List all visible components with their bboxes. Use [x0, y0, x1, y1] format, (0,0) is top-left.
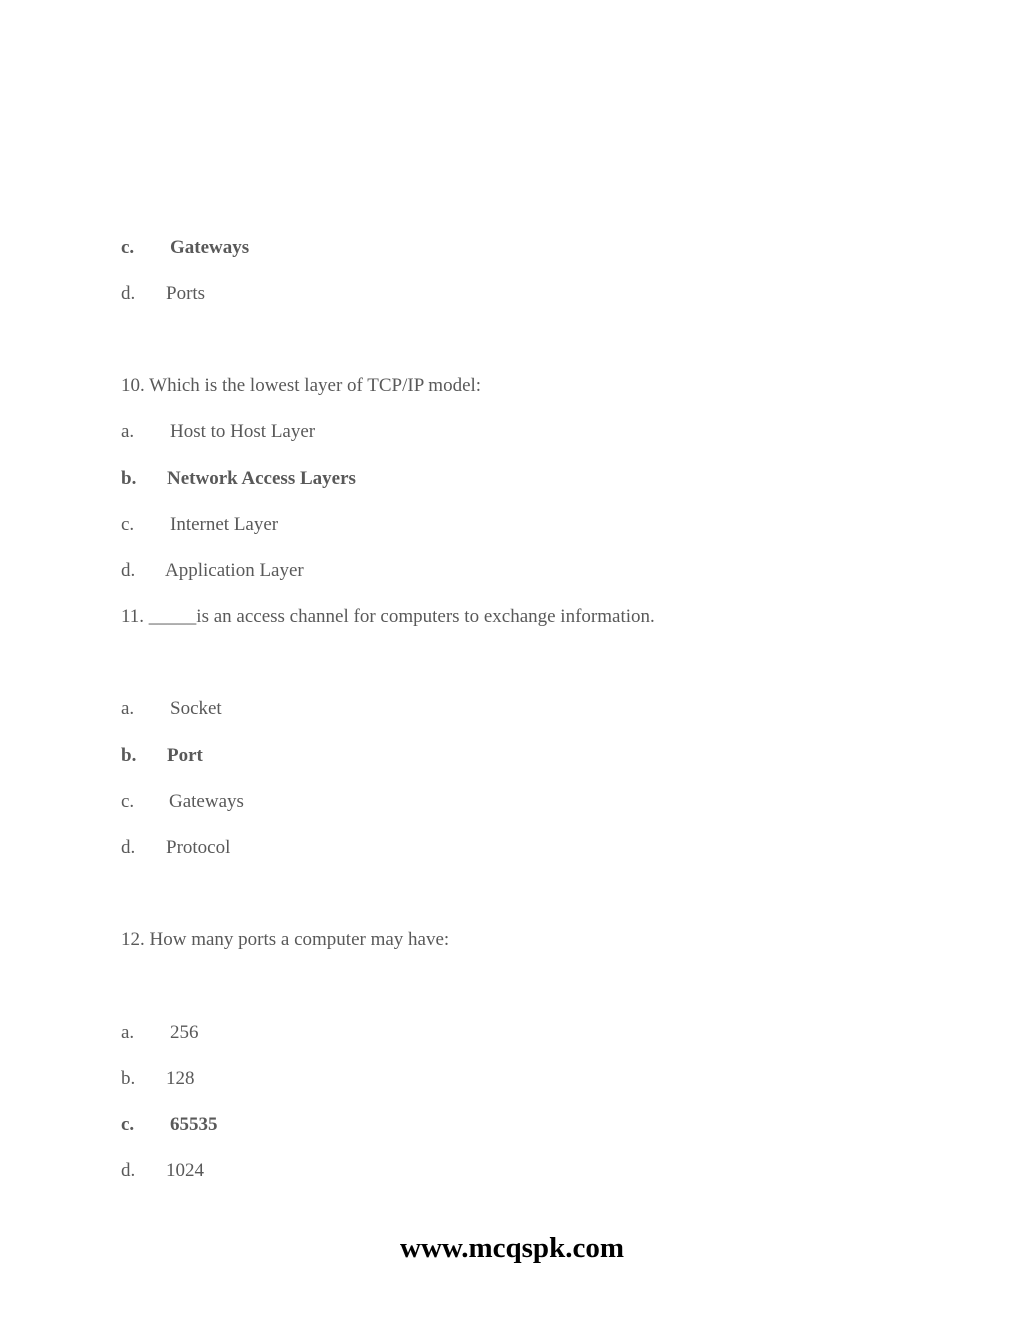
question-12 — [121, 929, 449, 951]
question-text: 10. Which is the lowest layer of TCP/IP model: — [121, 375, 482, 396]
option-c-q9 — [121, 237, 250, 259]
option-text: Gateways — [170, 237, 250, 258]
option-letter: d. — [121, 560, 136, 581]
option-text: Socket — [170, 698, 222, 719]
option-d-q11 — [121, 837, 231, 859]
option-a-q10 — [121, 421, 316, 443]
option-text: 128 — [166, 1068, 195, 1089]
option-letter: a. — [121, 698, 135, 719]
option-letter: b. — [121, 745, 137, 766]
option-letter: c. — [121, 514, 135, 535]
option-text: Host to Host Layer — [170, 421, 316, 442]
option-text: 65535 — [170, 1114, 218, 1135]
option-c-q11 — [121, 791, 244, 813]
option-text: Gateways — [169, 791, 244, 812]
option-letter: a. — [121, 1022, 135, 1043]
option-text: Port — [167, 745, 203, 766]
option-letter: d. — [121, 1160, 136, 1181]
option-d-q10 — [121, 560, 304, 582]
option-a-q11 — [121, 698, 222, 720]
option-text: Ports — [166, 283, 206, 304]
question-11 — [121, 606, 655, 628]
option-letter: b. — [121, 468, 137, 489]
option-b-q11 — [121, 745, 203, 767]
option-text: 1024 — [166, 1160, 204, 1181]
option-letter: c. — [121, 237, 135, 258]
option-b-q12 — [121, 1068, 195, 1090]
option-c-q12 — [121, 1114, 218, 1136]
option-d-q12 — [121, 1160, 204, 1182]
question-text: 12. How many ports a computer may have: — [121, 929, 450, 950]
question-text: 11. _____is an access channel for computers to exchange information. — [121, 606, 655, 627]
option-letter: d. — [121, 837, 136, 858]
option-d-q9 — [121, 283, 206, 305]
option-text: Network Access Layers — [167, 468, 356, 489]
option-text: Internet Layer — [170, 514, 279, 535]
option-a-q12 — [121, 1022, 199, 1044]
footer-website: www.mcqspk.com — [400, 1232, 624, 1264]
option-text: Application Layer — [165, 560, 304, 581]
option-letter: c. — [121, 1114, 135, 1135]
question-10 — [121, 375, 481, 397]
option-letter: b. — [121, 1068, 136, 1089]
option-c-q10 — [121, 514, 279, 536]
option-text: Protocol — [166, 837, 231, 858]
option-b-q10 — [121, 468, 356, 490]
option-letter: c. — [121, 791, 135, 812]
option-letter: a. — [121, 421, 135, 442]
option-text: 256 — [170, 1022, 199, 1043]
option-letter: d. — [121, 283, 136, 304]
